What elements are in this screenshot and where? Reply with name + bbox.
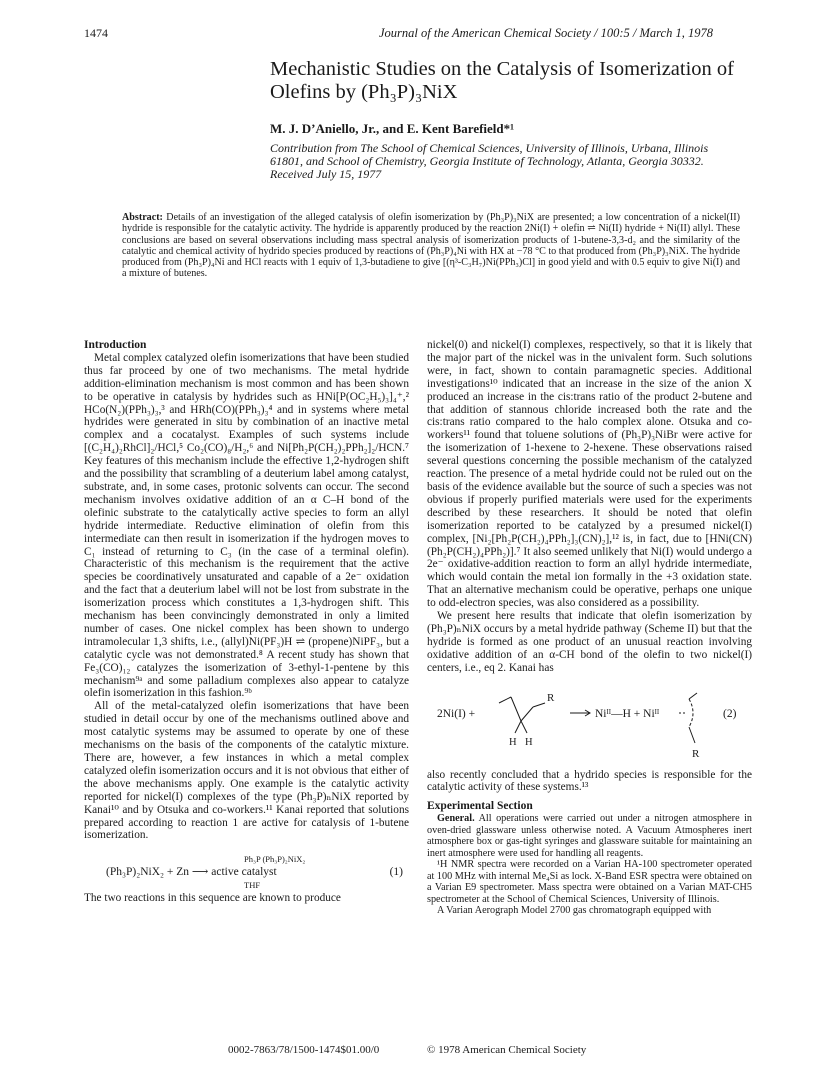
right-paragraph-2: We present here results that indicate that olefin isomerization by (Ph₃P)ₙNiX occurs by a metal hydride pathway (Scheme II) but that the hydride is formed as one product of an unusual reaction involving oxidative addition of an α-CH bond of the olefin to two nickel(I) centers, i.e., eq 2. Kanai has (427, 610, 752, 674)
authors: M. J. D’Aniello, Jr., and E. Kent Barefield*¹ (270, 121, 515, 136)
eq1-main: (Ph₃P)₂NiX₂ + Zn ⟶ active catalyst (106, 866, 277, 879)
reaction-arrow-icon (570, 710, 590, 716)
abstract-text: Details of an investigation of the alleged catalysis of olefin isomerization by (Ph₃P)₃NiX are presented; a low concentration of a nickel(II) hydride is responsible for the catalytic activity. The hydride is apparently produced by the reaction 2Ni(I) + olefin ⇌ Ni(II) hydride + Ni(II) allyl. These conclusions are based on several observations including mass spectral analysis of isomerization products of 1-butene-3,3-d₂ and the similarity of the catalytic and chemical activity of hydrido species produced by reactions of (Ph₃P)₄Ni with HX at −78 °C to that produced from (Ph₃P)₃NiX. The hydride produced from (Ph₃P)₄Ni and HCl reacts with 1 equiv of 1,3-butadiene to give [(η³-C₃H₇)Ni(PPh₃)Cl] in good yield and with 0.5 equiv to give Ni(I) and a mixture of butenes. (122, 212, 740, 280)
eq2-products: Niᴵᴵ—H + Niᴵᴵ (595, 707, 660, 720)
footer-price-code: 0002-7863/78/1500-1474$01.00/0 (228, 1044, 380, 1056)
intro-paragraph-1: Metal complex catalyzed olefin isomerizations that have been studied thus far proceed by one of two mechanisms. The metal hydride addition-elimination mechanism is most common and has been shown to be operative in catalysis by hydrides such as HNi[P(OC₂H₅)₃]₄⁺,² HCo(N₂)(PPh₃)₃,³ and HRh(CO)(PPh₃)₃⁴ and in systems where metal hydrides were generated in situ by combination of an inactive metal complex and a cocatalyst. Examples of such systems include [(C₂H₄)₂RhCl]₂/HCl,⁵ Co₂(CO)₈/H₂,⁶ and Ni[Ph₂P(CH₂)₂PPh₂]₂/HCN.⁷ Key features of this mechanism include the effective 1,2-hydrogen shift and the possibility that scrambling of a deuterium label among catalyst, substrate, and, in some cases, protonic solvents can occur. The second mechanism involves oxidative addition of an α C–H bond of the olefinic substrate to the catalytically active species to form an allyl hydride intermediate. Reductive elimination of olefin from this intermediate can then result in isomerization if the hydrogen moves to C₁ instead of returning to C₃ (in the case of a terminal olefin). Characteristic of this mechanism is the requirement that the active species be coordinatively unsaturated and capable of a 2e⁻ oxidation and the fact that a deuterium label will not be lost from substrate in the isomerization process which constitutes a 1,3-hydrogen shift. This mechanism has been convincingly demonstrated in only a limited number of cases. One nickel complex has been shown to undergo intramolecular 1,3 shifts, i.e., (allyl)Ni(PF₃)H ⇌ (propene)NiPF₃, but a catalytic cycle was not demonstrated.⁸ A recent study has shown that Fe₃(CO)₁₂ catalyzes the isomerization of 3-ethyl-1-pentene by this mechanism⁹ᵃ and some palladium complexes also appear to catalyze olefin isomerization in this fashion.⁹ᵇ (84, 351, 409, 700)
eq2-h-label-2: H (525, 736, 533, 748)
abstract-label: Abstract: (122, 212, 163, 223)
right-column (427, 339, 752, 917)
running-header: Journal of the American Chemical Society / 100:5 / March 1, 1978 (379, 26, 713, 40)
abstract (122, 212, 740, 280)
left-column (84, 339, 409, 905)
equation-2-structure (427, 681, 752, 763)
intro-paragraph-3: The two reactions in this sequence are known to produce (84, 892, 341, 905)
eq1-solvent-below: THF (244, 880, 261, 891)
gc-paragraph: A Varian Aerograph Model 2700 gas chromatograph equipped with (437, 905, 712, 917)
eq2-left: 2Ni(I) + (437, 707, 476, 720)
general-text: All operations were carried out under a nitrogen atmosphere in oven-dried glassware unless otherwise noted. A Vacuum Atmospheres inert atmosphere box or gas-tight syringes and glassware suitable for maintaining an inert atmosphere were used for handling all reagents. (427, 813, 752, 859)
footer-copyright: © 1978 American Chemical Society (427, 1044, 587, 1056)
eq2-r-label-2: R (692, 747, 700, 760)
intro-paragraph-2: All of the metal-catalyzed olefin isomerizations that have been studied in detail occur by one of the mechanisms outlined above and most catalytic systems may be assumed to operate by one of these mechanisms on the basis of the components of the catalytic mixture. There are, however, a few instances in which a metal complex catalyzed olefin isomerization occurs and it is not obvious that either of the above mechanisms apply. One example is the catalytic activity reported for nickel(I) complexes of the type (Ph₃P)ₙNiX reported by Kanai¹⁰ and by Otsuka and co-workers.¹¹ Kanai reported that solutions prepared according to reaction 1 are active for catalysis of 1-butene isomerization. (84, 700, 409, 842)
eq2-h-label-1: H (509, 736, 517, 748)
eq1-number: (1) (389, 866, 403, 879)
eq2-number: (2) (723, 707, 737, 720)
allyl-fragment-icon (679, 693, 697, 743)
general-paragraph (427, 813, 752, 859)
experimental-section (427, 813, 752, 917)
introduction-heading: Introduction (84, 339, 147, 351)
page-number: 1474 (84, 26, 108, 40)
general-label: General. (437, 813, 475, 825)
affiliation: Contribution from The School of Chemical Sciences, University of Illinois, Urbana, Illinois 61801, and School of Chemistry, Georgia Institute of Technology, Atlanta, Georgia 30332. Received July 15, 1977 (270, 141, 709, 181)
equation-2 (427, 681, 752, 763)
right-paragraph-3: also recently concluded that a hydrido species is responsible for the catalytic activity of these systems.¹³ (427, 768, 752, 794)
butene-skeleton-icon (499, 697, 545, 733)
eq1-reagents-above: Ph₃P (Ph₃P)₂NiX₂ (244, 854, 306, 865)
eq2-r-label: R (547, 691, 555, 704)
right-paragraph-1: nickel(0) and nickel(I) complexes, respectively, so that it is likely that the major part of the nickel was in the univalent form. Such solutions were, in fact, shown to contain paramagnetic species. Additional investigations¹⁰ indicated that an increase in the size of the anion X produced an increase in the cis:trans ratio of the product 2-butene and that addition of stannous chloride increased both the rate and the cis:trans ratio compared to the halo complex alone. Otsuka and co-workers¹¹ found that toluene solutions of (Ph₃P)₃NiBr were active for the isomerization of 1-hexene to 2-hexene. These observations raised several questions concerning the possible mechanism of the catalyzed reaction. The presence of a metal hydride could not be ruled out on the basis of the evidence available but the source of such a species was not obvious if properly purified materials were used for the experiments described by these researchers. It should be noted that olefin isomerization reported to be catalyzed by a presumed nickel(I) complex, [Ni₂[Ph₂P(CH₂)₄PPh₂]₃(CN)₂],¹² is, in fact, due to [HNi(CN)(Ph₂P(CH₂)₄PPh₂)].⁷ It also seemed unlikely that Ni(I) would undergo a 2e⁻ oxidative-addition reaction to form an allyl hydride intermediate, which would contain the metal ion formally in the +3 oxidation state. That an alternative mechanism could be operative, perhaps one unique to odd-electron species, was also considered as a possibility. (427, 339, 752, 610)
nmr-paragraph: ¹H NMR spectra were recorded on a Varian HA-100 spectrometer operated at 100 MHz with internal Me₄Si as lock. X-Band ESR spectra were obtained on a Varian E9 spectrometer. Mass spectra were obtained on a Varian MAT-CH5 spectrometer at the School of Chemical Sciences, University of Illinois. (427, 859, 752, 905)
article-title: Mechanistic Studies on the Catalysis of Isomerization of Olefins by (Ph₃P)₃NiX (270, 58, 735, 103)
equation-1 (84, 852, 409, 891)
experimental-heading: Experimental Section (427, 800, 533, 813)
